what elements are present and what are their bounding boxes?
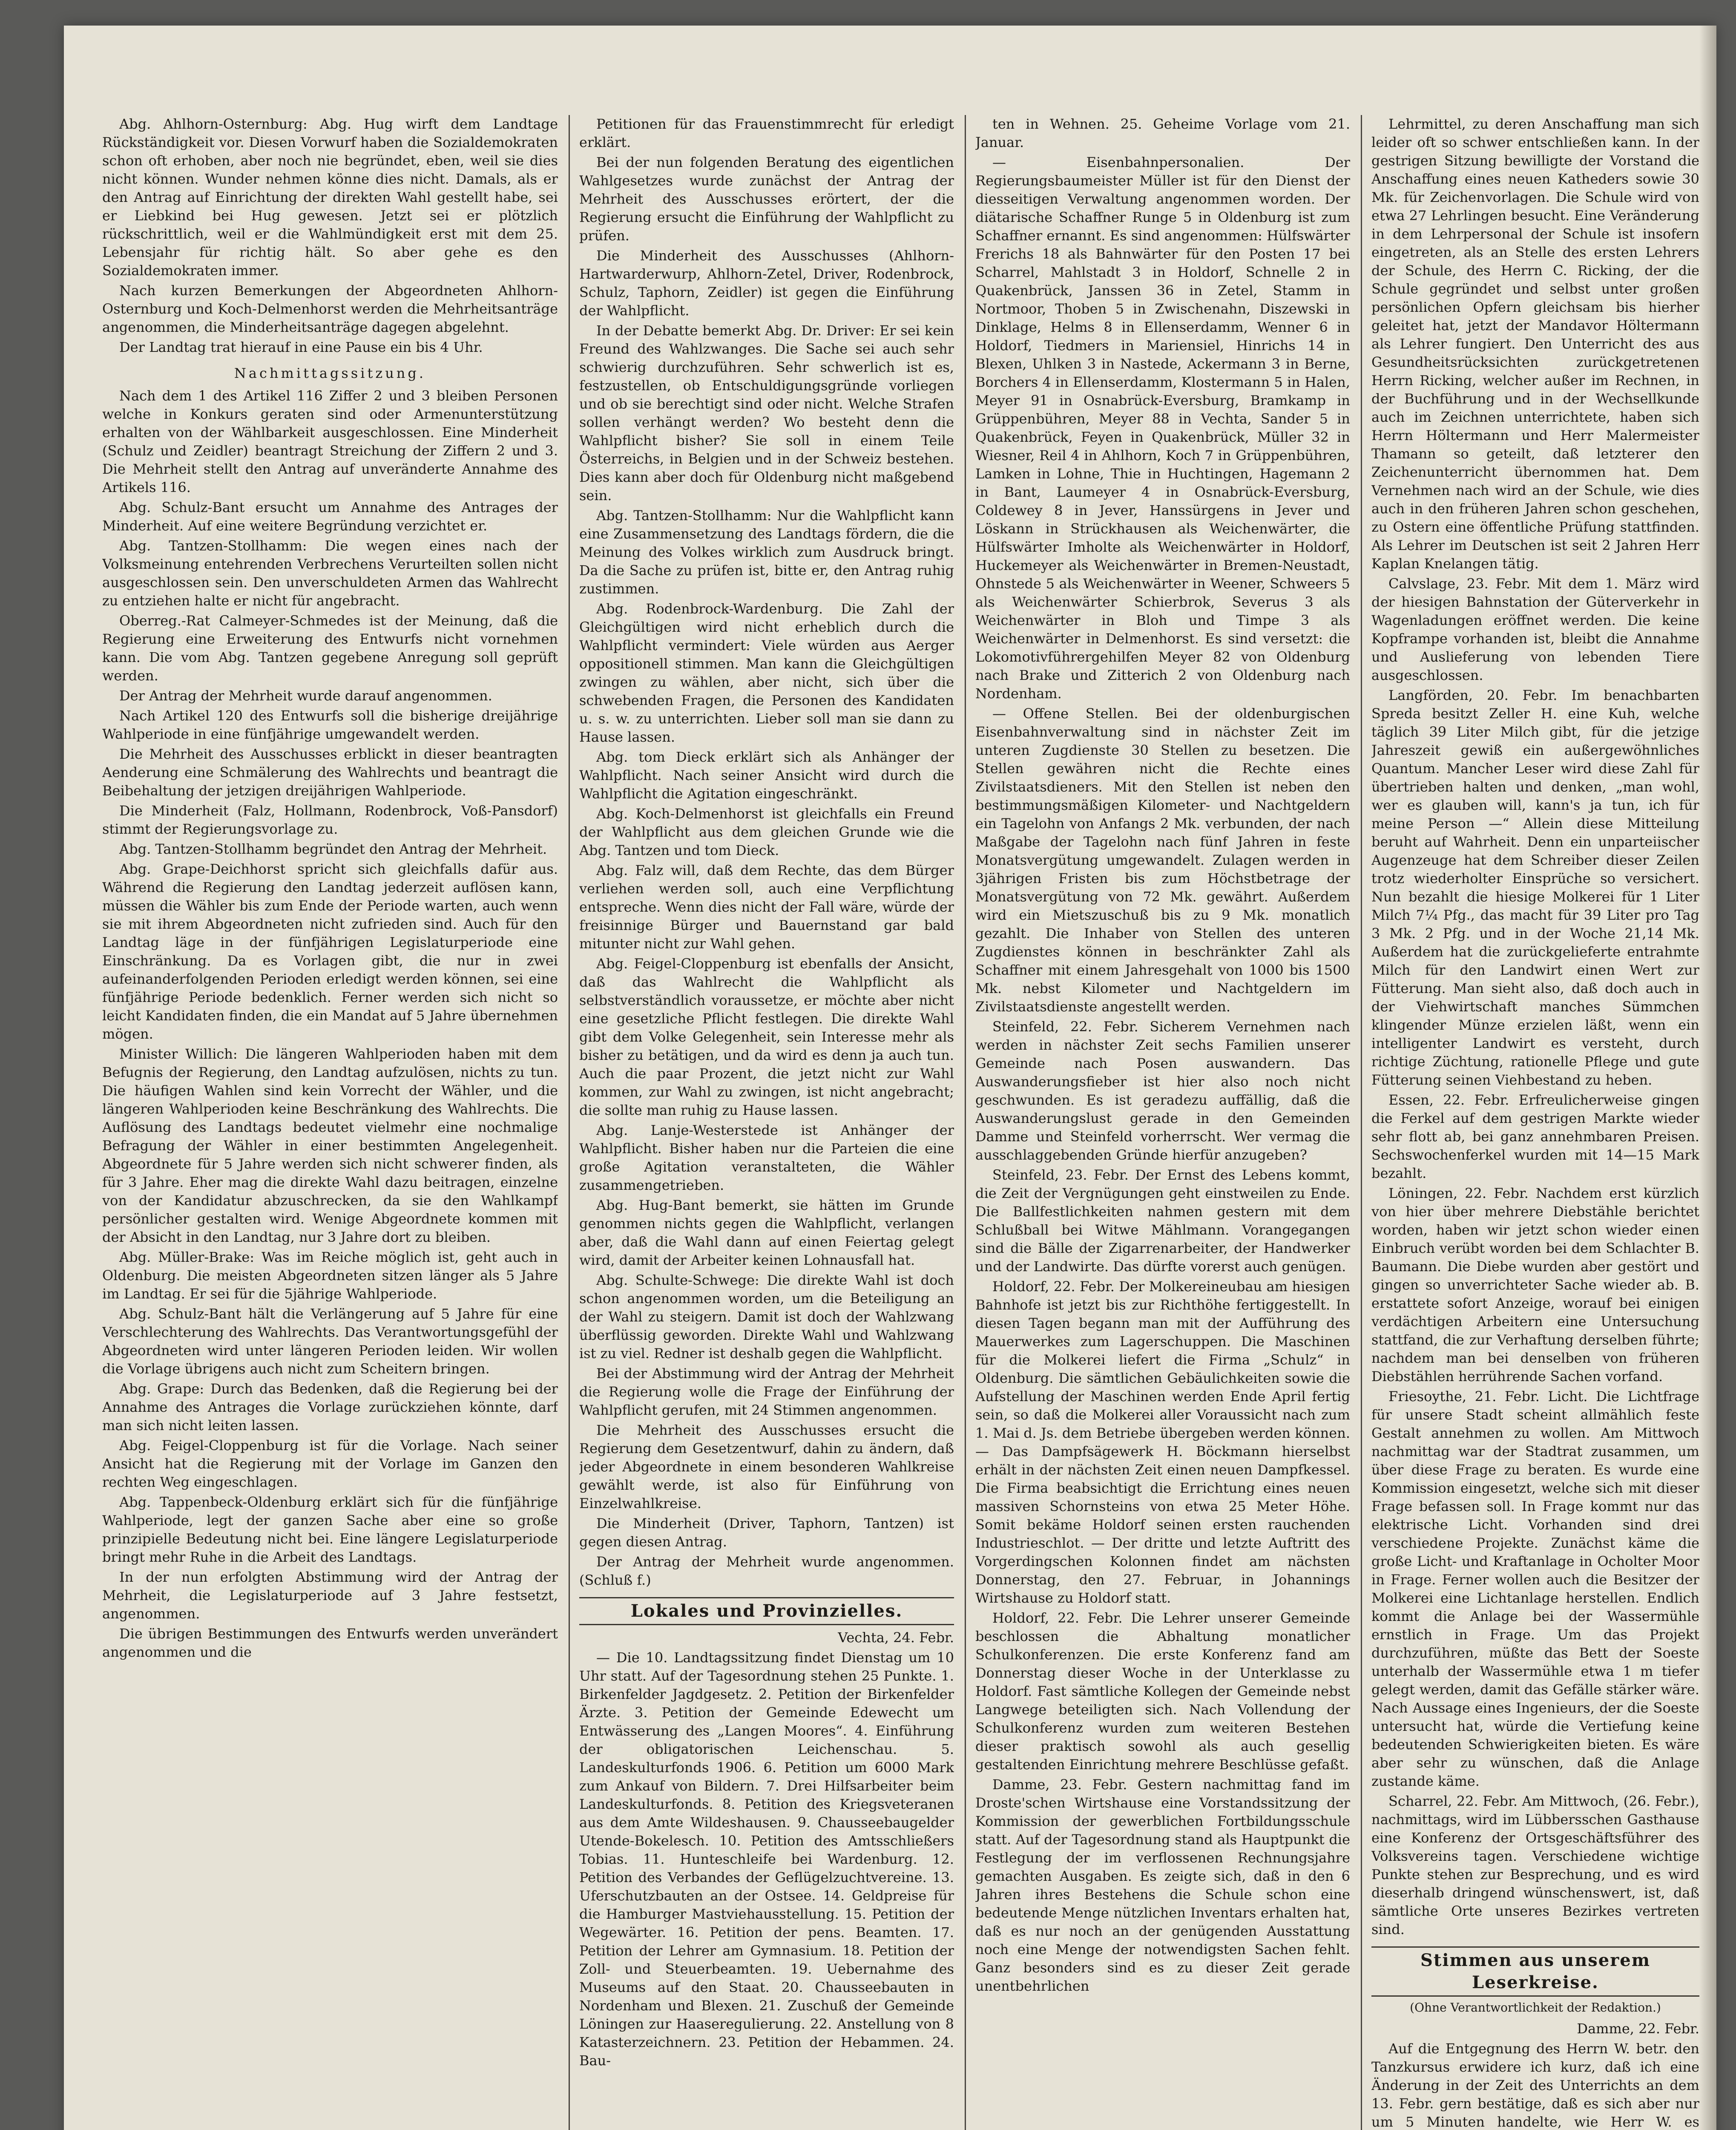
article-paragraph: Abg. Falz will, daß dem Rechte, das dem Bürger verliehen werden soll, auch eine Verpflichtung entspreche. Wenn dies nicht der Fall wäre, würde der freisinnige Bürger und Bauernstand gar bald mitunter nicht zur Wahl gehen.: [579, 862, 954, 952]
text-column-4: [1371, 115, 1699, 2130]
article-paragraph: Abg. Tantzen-Stollhamm: Die wegen eines nach der Volksmeinung entehrenden Verbrechens Verurteilten sollen nicht ausgeschlossen sein. Den unverschuldeten Armen das Wahlrecht zu entziehen halte er nicht für angebracht.: [102, 538, 558, 609]
article-paragraph: Der Landtag trat hierauf in eine Pause ein bis 4 Uhr.: [119, 339, 483, 355]
article-paragraph: Die Minderheit (Driver, Taphorn, Tantzen) ist gegen diesen Antrag.: [579, 1515, 954, 1550]
article-paragraph: Die Minderheit (Falz, Hollmann, Rodenbrock, Voß-Pansdorf) stimmt der Regierungsvorlage zu.: [102, 803, 558, 837]
article-paragraph: — Die 10. Landtagssitzung findet Dienstag um 10 Uhr statt. Auf der Tagesordnung stehen 25 Punkte. 1. Birkenfelder Jagdgesetz. 2. Petition der Birkenfelder Ärzte. 3. Petition der Gemeinde Edewecht um Entwässerung des „Langen Moores“. 4. Einführung der obligatorischen Leichenschau. 5. Landeskulturfonds 1906. 6. Petition um 6000 Mark zum Ankauf von Bildern. 7. Drei Hilfsarbeiter beim Landeskulturfonds. 8. Petition des Kriegsveteranen aus dem Amte Wildeshausen. 9. Chausseebaugelder Utende-Bokelesch. 10. Petition des Amtsschließers Tobias. 11. Hunteschleife bei Wardenburg. 12. Petition des Verbandes der Geflügelzuchtvereine. 13. Uferschutzbauten an der Ostsee. 14. Geldpreise für die Hamburger Mastviehausstellung. 15. Petition der Wegewärter. 16. Petition der pens. Beamten. 17. Petition der Lehrer am Gymnasium. 18. Petition der Zoll- und Steuerbeamten. 19. Uebernahme des Museums auf den Staat. 20. Chausseebauten in Nordenham und Blexen. 21. Zuschuß der Gemeinde Löningen zur Haaseregulierung. 22. Anstellung von 8 Katasterzeichnern. 23. Petition der Hebammen. 24. Bau-: [579, 1649, 954, 2069]
dateline: Damme, 22. Febr.: [1577, 2021, 1699, 2037]
article-paragraph: Der Antrag der Mehrheit wurde darauf angenommen.: [119, 688, 492, 704]
article-paragraph: Die übrigen Bestimmungen des Entwurfs werden unverändert angenommen und die: [102, 1626, 558, 1660]
article-paragraph: Abg. Rodenbrock-Wardenburg. Die Zahl der Gleichgültigen wird nicht erheblich durch die Wahlpflicht vermindert: Viele würden aus Aerger oppositionell stimmen. Man kann die Gleichgültigen zwingen zu wählen, aber nicht, sich über die schwebenden Fragen, die Personen des Kandidaten u. s. w. zu unterrichten. Lieber soll man sie dann zu Hause lassen.: [579, 601, 954, 745]
article-paragraph: Abg. Ahlhorn-Osternburg: Abg. Hug wirft dem Landtage Rückständigkeit vor. Diesen Vorwurf haben die Sozialdemokraten schon oft erhoben, aber noch nie begründet, eben, weil sie dies nicht können. Wunder nehmen könne dies nicht. Damals, als er den Antrag auf Einrichtung der direkten Wahl gestellt habe, sei er Liebkind bei Hug gewesen. Jetzt sei er plötzlich rückschrittlich, weil er die Wahlmündigkeit erst mit dem 25. Lebensjahr für richtig hält. So aber gehe es den Sozialdemokraten immer.: [102, 116, 558, 279]
article-paragraph: Abg. Tantzen-Stollhamm begründet den Antrag der Mehrheit.: [119, 841, 547, 857]
article-paragraph: Holdorf, 22. Febr. Der Molkereineubau am hiesigen Bahnhofe ist jetzt bis zur Richthöhe fertiggestellt. In diesen Tagen begann man mit der Aufführung des Mauerwerkes zum Lagerschuppen. Die Maschinen für die Molkerei liefert die Firma „Schulz“ in Oldenburg. Die sämtlichen Gebäulichkeiten sowie die Aufstellung der Maschinen werden Ende April fertig sein, so daß die Molkerei aller Voraussicht nach zum 1. Mai d. Js. dem Betriebe übergeben werden können. — Das Dampfsägewerk H. Böckmann hierselbst erhält in der nächsten Zeit einen neuen Dampfkessel. Die Firma beabsichtigt die Errichtung eines neuen massiven Schornsteins von etwa 25 Meter Höhe. Somit bekäme Holdorf seinen ersten rauchenden Industrieschlot. — Der dritte und letzte Auftritt des Vorgerdingschen Kolonnen findet am nächsten Donnerstag, den 27. Februar, in Johannings Wirtshause zu Holdorf statt.: [975, 1278, 1350, 1606]
column-rule: [569, 115, 570, 2130]
article-paragraph: Lehrmittel, zu deren Anschaffung man sich leider oft so schwer entschließen kann. In der gestrigen Sitzung bewilligte der Vorstand die Anschaffung eines neuen Katheders sowie 30 Mk. für Zeichenvorlagen. Die Schule wird von etwa 27 Lehrlingen besucht. Eine Veränderung in dem Lehrpersonal der Schule ist insofern eingetreten, als an Stelle des ersten Lehrers der Schule, des Herrn C. Ricking, der die Schule gegründet und selbst unter großen persönlichen Opfern gleichsam bis hierher geleitet hat, jetzt der Mandavor Höltermann als Lehrer fungiert. Den Unterricht des aus Gesundheitsrücksichten zurückgetretenen Herrn Ricking, welcher außer im Rechnen, in der Buchführung und in der Wechsellkunde auch im Zeichnen unterrichtete, haben sich Herrn Höltermann und Herr Malermeister Thamann so geteilt, daß letzterer den Zeichenunterricht übernommen hat. Dem Vernehmen nach wird an der Schule, wie dies auch in den früheren Jahren schon geschehen, zu Ostern eine öffentliche Prüfung stattfinden. Als Lehrer im Deutschen ist seit 2 Jahren Herr Kaplan Knelangen tätig.: [1371, 116, 1699, 572]
article-paragraph: Abg. tom Dieck erklärt sich als Anhänger der Wahlpflicht. Nach seiner Ansicht wird durch die Wahlpflicht die Agitation eingeschränkt.: [579, 749, 954, 802]
article-paragraph: Löningen, 22. Febr. Nachdem erst kürzlich von hier über mehrere Diebstähle berichtet worden, haben wir jetzt schon wieder einen Einbruch verübt worden bei dem Schlachter B. Baumann. Die Diebe wurden aber gestört und gingen so unverrichteter Sache wieder ab. B. erstattete sofort Anzeige, worauf bei einigen verdächtigen Arbeitern eine Untersuchung stattfand, die zur Verhaftung derselben führte; nachdem man bei denselben von früheren Diebstählen herrührende Sachen vorfand.: [1371, 1185, 1699, 1384]
article-paragraph: Nachmittagssitzung.: [234, 365, 426, 381]
article-paragraph: Bei der nun folgenden Beratung des eigentlichen Wahlgesetzes wurde zunächst der Antrag der Mehrheit des Ausschusses erörtert, der die Regierung ersucht die Einführung der Wahlpflicht zu prüfen.: [579, 154, 954, 244]
article-paragraph: Abg. Feigel-Cloppenburg ist ebenfalls der Ansicht, daß das Wahlrecht die Wahlpflicht als selbstverständlich voraussetze, er möchte aber nicht eine gesetzliche Pflicht festlegen. Die direkte Wahl gibt dem Volke Gelegenheit, sein Interesse mehr als bisher zu betätigen, und da wird es denn ja auch tun. Auch die paar Prozent, die jetzt nicht zur Wahl kommen, zur Wahl zu zwingen, ist nicht angebracht; die sollte man ruhig zu Hause lassen.: [579, 956, 954, 1118]
article-paragraph: Die Minderheit des Ausschusses (Ahlhorn-Hartwarderwurp, Ahlhorn-Zetel, Driver, Rodenbrock, Schulz, Taphorn, Zeidler) ist gegen die Einführung der Wahlpflicht.: [579, 248, 954, 319]
article-paragraph: Calvslage, 23. Febr. Mit dem 1. März wird der hiesigen Bahnstation der Güterverkehr in Wagenladungen eröffnet werden. Die keine Kopframpe vorhanden ist, bleibt die Annahme und Auslieferung von lebenden Tiere ausgeschlossen.: [1371, 576, 1699, 683]
dateline: Vechta, 24. Febr.: [838, 1629, 954, 1646]
article-paragraph: Langförden, 20. Febr. Im benachbarten Spreda besitzt Zeller H. eine Kuh, welche täglich 39 Liter Milch gibt, für die jetzige Jahreszeit gewiß ein außergewöhnliches Quantum. Mancher Leser wird diese Zahl für übertrieben halten und denken, „man wohl, wer es glauben will, kann's ja tun, ich für meine Person —“ Allein diese Mitteilung beruht auf Wahrheit. Denn ein unparteiischer Augenzeuge hat dem Schreiber dieser Zeilen trotz wiederholter Einsprüche so versichert. Nun bezahlt die hiesige Molkerei für 1 Liter Milch 7¼ Pfg., das macht für 39 Liter pro Tag 3 Mk. 2 Pfg. und in der Woche 21,14 Mk. Außerdem hat die zurückgelieferte entrahmte Milch für den Landwirt einen Wert zur Fütterung. Man sieht also, daß doch auch in der Viehwirtschaft manches Sümmchen klingender Münze erzielen läßt, wenn ein intelligenter Landwirt es versteht, durch richtige Züchtung, rationelle Pflege und gute Fütterung seinen Viehbestand zu heben.: [1371, 687, 1699, 1088]
text-column-3: [975, 115, 1350, 2130]
article-paragraph: Bei der Abstimmung wird der Antrag der Mehrheit die Regierung wolle die Frage der Einführung der Wahlpflicht gerufen, mit 24 Stimmen angenommen.: [579, 1365, 954, 1418]
article-paragraph: In der nun erfolgten Abstimmung wird der Antrag der Mehrheit, die Legislaturperiode auf 3 Jahre festsetzt, angenommen.: [102, 1569, 558, 1622]
article-paragraph: Abg. Schulz-Bant hält die Verlängerung auf 5 Jahre für eine Verschlechterung des Wahlrechts. Das Verantwortungsgefühl der Abgeordneten wird unter längeren Perioden leiden. Wir wollen die Vorlage übrigens auch nicht zum Scheitern bringen.: [102, 1306, 558, 1377]
column-rule: [965, 115, 966, 2130]
article-paragraph: Abg. Feigel-Cloppenburg ist für die Vorlage. Nach seiner Ansicht hat die Regierung mit der Vorlage im Ganzen den rechten Weg eingeschlagen.: [102, 1437, 558, 1490]
article-paragraph: Abg. Müller-Brake: Was im Reiche möglich ist, geht auch in Oldenburg. Die meisten Abgeordneten sitzen länger als 5 Jahre im Landtag. Er sei für die 5jährige Wahlperiode.: [102, 1249, 558, 1302]
article-paragraph: Abg. Tantzen-Stollhamm: Nur die Wahlpflicht kann eine Zusammensetzung des Landtags fördern, die die Meinung des Volkes wirklich zum Ausdruck bringt. Da die Sache zu prüfen ist, bitte er, den Antrag ruhig zustimmen.: [579, 507, 954, 597]
article-paragraph: Abg. Koch-Delmenhorst ist gleichfalls ein Freund der Wahlpflicht aus dem gleichen Grunde wie die Abg. Tantzen und tom Dieck.: [579, 806, 954, 858]
article-paragraph: Die Mehrheit des Ausschusses ersucht die Regierung dem Gesetzentwurf, dahin zu ändern, daß jeder Abgeordnete in einem besonderen Wahlkreise gewählt werde, ist also für Einführung von Einzelwahlkreise.: [579, 1422, 954, 1511]
column-rule: [1361, 115, 1362, 2130]
article-paragraph: Nach Artikel 120 des Entwurfs soll die bisherige dreijährige Wahlperiode in eine fünfjährige umgewandelt werden.: [102, 708, 558, 742]
article-paragraph: Der Antrag der Mehrheit wurde angenommen. (Schluß f.): [579, 1554, 954, 1588]
article-paragraph: Auf die Entgegnung des Herrn W. betr. den Tanzkursus erwidere ich kurz, daß ich eine Änderung in der Zeit des Unterrichts an dem 13. Febr. gern bestätige, daß es sich aber nur um 5 Minuten handelte, wie Herr W. es: [1371, 2041, 1699, 2130]
article-paragraph: Steinfeld, 22. Febr. Sicherem Vernehmen nach werden in nächster Zeit sechs Familien unserer Gemeinde nach Posen auswandern. Das Auswanderungsfieber ist hier also noch nicht geschwunden. Es ist geradezu auffällig, daß die Auswanderungslust gerade in den Gemeinden Damme und Steinfeld vorherrscht. Wer vermag die ausschlaggebenden Gründe hierfür anzugeben?: [975, 1019, 1350, 1163]
section-subheading: (Ohne Verantwortlichkeit der Redaktion.): [1410, 2000, 1661, 2015]
article-paragraph: Abg. Hug-Bant bemerkt, sie hätten im Grunde genommen nichts gegen die Wahlpflicht, verlangen aber, daß die Wahl dann auf einen Feiertag gelegt wird, damit der Arbeiter keinen Lohnausfall hat.: [579, 1197, 954, 1268]
article-paragraph: Oberreg.-Rat Calmeyer-Schmedes ist der Meinung, daß die Regierung eine Erweiterung des Entwurfs nicht vornehmen kann. Die vom Abg. Tantzen gegebene Anregung soll geprüft werden.: [102, 613, 558, 684]
article-paragraph: Die Mehrheit des Ausschusses erblickt in dieser beantragten Aenderung eine Schmälerung des Wahlrechts und beantragt die Beibehaltung der jetzigen dreijährigen Wahlperiode.: [102, 746, 558, 799]
text-column-2: [579, 115, 954, 2130]
article-paragraph: Steinfeld, 23. Febr. Der Ernst des Lebens kommt, die Zeit der Vergnügungen geht einstweilen zu Ende. Die Ballfestlichkeiten nahmen gestern mit dem Schlußball bei Witwe Mählmann. Vorangegangen sind die Bälle der Zigarrenarbeiter, der Handwerker und der Landwirte. Das dürfte vorerst auch genügen.: [975, 1167, 1350, 1275]
section-heading: Lokales und Provinzielles.: [579, 1597, 954, 1625]
article-paragraph: Abg. Grape-Deichhorst spricht sich gleichfalls dafür aus. Während die Regierung den Landtag jederzeit auflösen kann, müssen die Wähler bis zum Ende der Periode warten, auch wenn sie mit ihrem Abgeordneten nicht zufrieden sind. Auch für den Landtag läge in der fünfjährigen Legislaturperiode eine Einschränkung. Da es Vorlagen gibt, die nur in zwei aufeinanderfolgenden Perioden erledigt werden können, sei eine fünfjährige Periode bedenklich. Ferner werden sich nicht so leicht Kandidaten finden, die ein Mandat auf 5 Jahre übernehmen mögen.: [102, 861, 558, 1042]
article-paragraph: Essen, 22. Febr. Erfreulicherweise gingen die Ferkel auf dem gestrigen Markte wieder sehr flott ab, bei ganz annehmbaren Preisen. Sechswochenferkel wurden mit 14—15 Mark bezahlt.: [1371, 1092, 1699, 1181]
article-paragraph: Holdorf, 22. Febr. Die Lehrer unserer Gemeinde beschlossen die Abhaltung monatlicher Schulkonferenzen. Die erste Konferenz fand am Donnerstag dieser Woche in der Unterklasse zu Holdorf. Fast sämtliche Kollegen der Gemeinde nebst Langwege beteiligten sich. Nach Vollendung der Schulkonferenz wurden zum weiteren Bestehen dieser praktisch sowohl als auch gesellig gestaltenden Einrichtung mehrere Beschlüsse gefaßt.: [975, 1610, 1350, 1773]
article-paragraph: Abg. Grape: Durch das Bedenken, daß die Regierung bei der Annahme des Antrages die Vorlage zurückziehen könnte, darf man sich nicht leiten lassen.: [102, 1381, 558, 1433]
article-paragraph: Petitionen für das Frauenstimmrecht für erledigt erklärt.: [579, 116, 954, 150]
article-paragraph: — Offene Stellen. Bei der oldenburgischen Eisenbahnverwaltung sind in nächster Zeit im unteren Zugdienste 30 Stellen zu besetzen. Die Stellen gewähren nicht die Rechte eines Zivilstaatsdieners. Mit den Stellen ist neben den bestimmungsmäßigen Kilometer- und Nachtgeldern ein Tagelohn von Anfangs 2 Mk. verbunden, der nach Maßgabe der Tagelohn nach fünf Jahren in feste Monatsvergütung umgewandelt. Zulagen werden in 3jährigen Fristen bis zum Höchstbetrage der Monatsvergütung von 72 Mk. gewährt. Außerdem wird ein Mietszuschuß bis zu 9 Mk. monatlich gezahlt. Die Inhaber von Stellen des unteren Zugdienstes können in beschränkter Zahl als Schaffner mit einem Jahresgehalt von 1000 bis 1500 Mk. nebst Kilometer und Nachtgeldern im Zivilstaatsdienste angestellt werden.: [975, 705, 1350, 1015]
article-paragraph: Abg. Schulte-Schwege: Die direkte Wahl ist doch schon angenommen worden, um die Beteiligung an der Wahl zu steigern. Damit ist doch der Wahlzwang überflüssig geworden. Direkte Wahl und Wahlzwang ist zu viel. Redner ist deshalb gegen die Wahlpflicht.: [579, 1272, 954, 1361]
article-paragraph: Scharrel, 22. Febr. Am Mittwoch, (26. Febr.), nachmittags, wird im Lübbersschen Gasthause eine Konferenz der Ortsgeschäftsführer des Volksvereins tagen. Verschiedene wichtige Punkte stehen zur Besprechung, und es wird dieserhalb dringend wünschenswert, ist, daß sämtliche Orte unseres Bezirkes vertreten sind.: [1371, 1793, 1699, 1937]
article-paragraph: Friesoythe, 21. Febr. Licht. Die Lichtfrage für unsere Stadt scheint allmählich feste Gestalt annehmen zu wollen. Am Mittwoch nachmittag war der Stadtrat zusammen, um über diese Frage zu beraten. Es wurde eine Kommission eingesetzt, welche sich mit dieser Frage befassen soll. In Frage kommt nur das elektrische Licht. Vorhanden sind drei verschiedene Projekte. Zunächst käme die große Licht- und Kraftanlage in Ocholter Moor in Frage. Ferner wollen auch die Besitzer der Molkerei eine Lichtanlage herstellen. Endlich kommt die Anlage bei der Wassermühle ernstlich in Frage. Um das Projekt durchzuführen, müßte das Bett der Soeste unterhalb der Wassermühle etwa 1 m tiefer gelegt werden, damit das Gefälle stärker wäre. Nach Aussage eines Ingenieurs, der die Soeste untersucht hat, würde die Vertiefung keine bedeutenden Schwierigkeiten bieten. Es wäre aber sehr zu wünschen, daß die Anlage zustande käme.: [1371, 1388, 1699, 1789]
article-paragraph: Nach dem 1 des Artikel 116 Ziffer 2 und 3 bleiben Personen welche in Konkurs geraten sind oder Armenunterstützung erhalten von der Wählbarkeit ausgeschlossen. Eine Minderheit (Schulz und Zeidler) beantragt Streichung der Ziffern 2 und 3. Die Mehrheit stellt den Antrag auf unveränderte Annahme des Artikels 116.: [102, 388, 558, 495]
article-paragraph: — Eisenbahnpersonalien. Der Regierungsbaumeister Müller ist für den Dienst der diesseitigen Verwaltung angenommen worden. Der diätarische Schaffner Runge 5 in Oldenburg ist zum Schaffner ernannt. Es sind angenommen: Hülfswärter Frerichs 18 als Bahnwärter für den Posten 17 bei Scharrel, Mahlstadt 3 in Holdorf, Schnelle 2 in Quakenbrück, Janssen 36 in Zetel, Stamm in Nortmoor, Thoben 5 in Zwischenahn, Diszewski in Dinklage, Helms 8 in Ellenserdamm, Wenner 6 in Holdorf, Tiedmers in Mariensiel, Hinrichs 14 in Blexen, Uhlken 3 in Nastede, Ackermann 3 in Berne, Borchers 4 in Ellenserdamm, Klostermann 5 in Halen, Meyer 91 in Osnabrück-Eversburg, Bramkamp in Grüppenbühren, Meyer 88 in Vechta, Sander 5 in Quakenbrück, Feyen in Quakenbrück, Müller 32 in Wiesner, Reil 4 in Ahlhorn, Koch 7 in Grüppenbühren, Lamken in Lohne, Thie in Huchtingen, Hagemann 2 in Bant, Laumeyer 4 in Osnabrück-Eversburg, Coldewey 8 in Jever, Hanssürgens in Jever und Löskann in Strückhausen als Weichenwärter, die Hülfswärter Imholte als Weichenwärter in Holdorf, Huckemeyer als Weichenwärter in Bremen-Neustadt, Ohnstede 5 als Weichenwärter in Weener, Schweers 5 als Weichenwärter Schierbrok, Severus 3 als Weichenwärter in Bloh und Timpe 3 als Weichenwärter in Delmenhorst. Es sind versetzt: die Lokomotivführergehilfen Meyer 82 von Oldenburg nach Brake und Zitterich 2 von Oldenburg nach Nordenham.: [975, 154, 1350, 702]
article-paragraph: Damme, 23. Febr. Gestern nachmittag fand im Droste'schen Wirtshause eine Vorstandssitzung der Kommission der gewerblichen Fortbildungsschule statt. Auf der Tagesordnung stand als Hauptpunkt die Festlegung der im verflossenen Rechnungsjahre gemachten Ausgaben. Es zeigte sich, daß in den 6 Jahren ihres Bestehens die Schule schon eine bedeutende Menge nützlichen Inventars erhalten hat, daß es nur noch an der genügenden Ausstattung noch eine Menge der notwendigsten Sachen fehlt. Ganz besonders sind es zu dieser Zeit gerade unentbehrlichen: [975, 1776, 1350, 1994]
article-paragraph: Nach kurzen Bemerkungen der Abgeordneten Ahlhorn-Osternburg und Koch-Delmenhorst werden die Mehrheitsanträge angenommen, die Minderheitsanträge dagegen abgelehnt.: [102, 282, 558, 335]
page-edge-shadow: [1699, 26, 1716, 2130]
text-column-1: [102, 115, 558, 2130]
article-paragraph: Minister Willich: Die längeren Wahlperioden haben mit dem Befugnis der Regierung, den Landtag aufzulösen, nichts zu tun. Die häufigen Wahlen sind kein Vorrecht der Wähler, und die längeren Wahlperioden keine Beschränkung des Wahlrechts. Die Auflösung des Landtags bedeutet vielmehr eine nochmalige Befragung der Wähler in einer bestimmten Angelegenheit. Abgeordnete für 5 Jahre werden sich nicht schwerer finden, als für 3 Jahre. Eher mag die direkte Wahl dazu beitragen, einzelne von der Kandidatur abzuschrecken, da sie den Wahlkampf persönlicher gestalten wird. Wenige Abgeordnete kommen mit der Absicht in den Landtag, nur 3 Jahre dort zu bleiben.: [102, 1046, 558, 1245]
newspaper-page: [64, 26, 1716, 2130]
article-paragraph: ten in Wehnen. 25. Geheime Vorlage vom 21. Januar.: [975, 116, 1350, 150]
article-paragraph: Abg. Schulz-Bant ersucht um Annahme des Antrages der Minderheit. Auf eine weitere Begründung verzichtet er.: [102, 499, 558, 534]
section-heading: Stimmen aus unserem Leserkreise.: [1371, 1946, 1699, 1997]
article-paragraph: Abg. Tappenbeck-Oldenburg erklärt sich für die fünfjährige Wahlperiode, legt der ganzen Sache aber eine so große prinzipielle Bedeutung nicht bei. Eine längere Legislaturperiode bringt mehr Ruhe in die Arbeit des Landtags.: [102, 1494, 558, 1565]
article-paragraph: In der Debatte bemerkt Abg. Dr. Driver: Er sei kein Freund des Wahlzwanges. Die Sache sei auch sehr schwierig durchzuführen. Sehr schwerlich ist es, festzustellen, ob Entschuldigungsgründe vorliegen und ob sie berechtigt sind oder nicht. Welche Strafen sollen verhängt werden? Wo besteht denn die Wahlpflicht bisher? Sie soll in einem Teile Österreichs, in Belgien und in der Schweiz bestehen. Dies kann aber doch für Oldenburg nicht maßgebend sein.: [579, 322, 954, 504]
article-paragraph: Abg. Lanje-Westerstede ist Anhänger der Wahlpflicht. Bisher haben nur die Parteien die eine große Agitation veranstalteten, die Wähler zusammengetrieben.: [579, 1122, 954, 1193]
